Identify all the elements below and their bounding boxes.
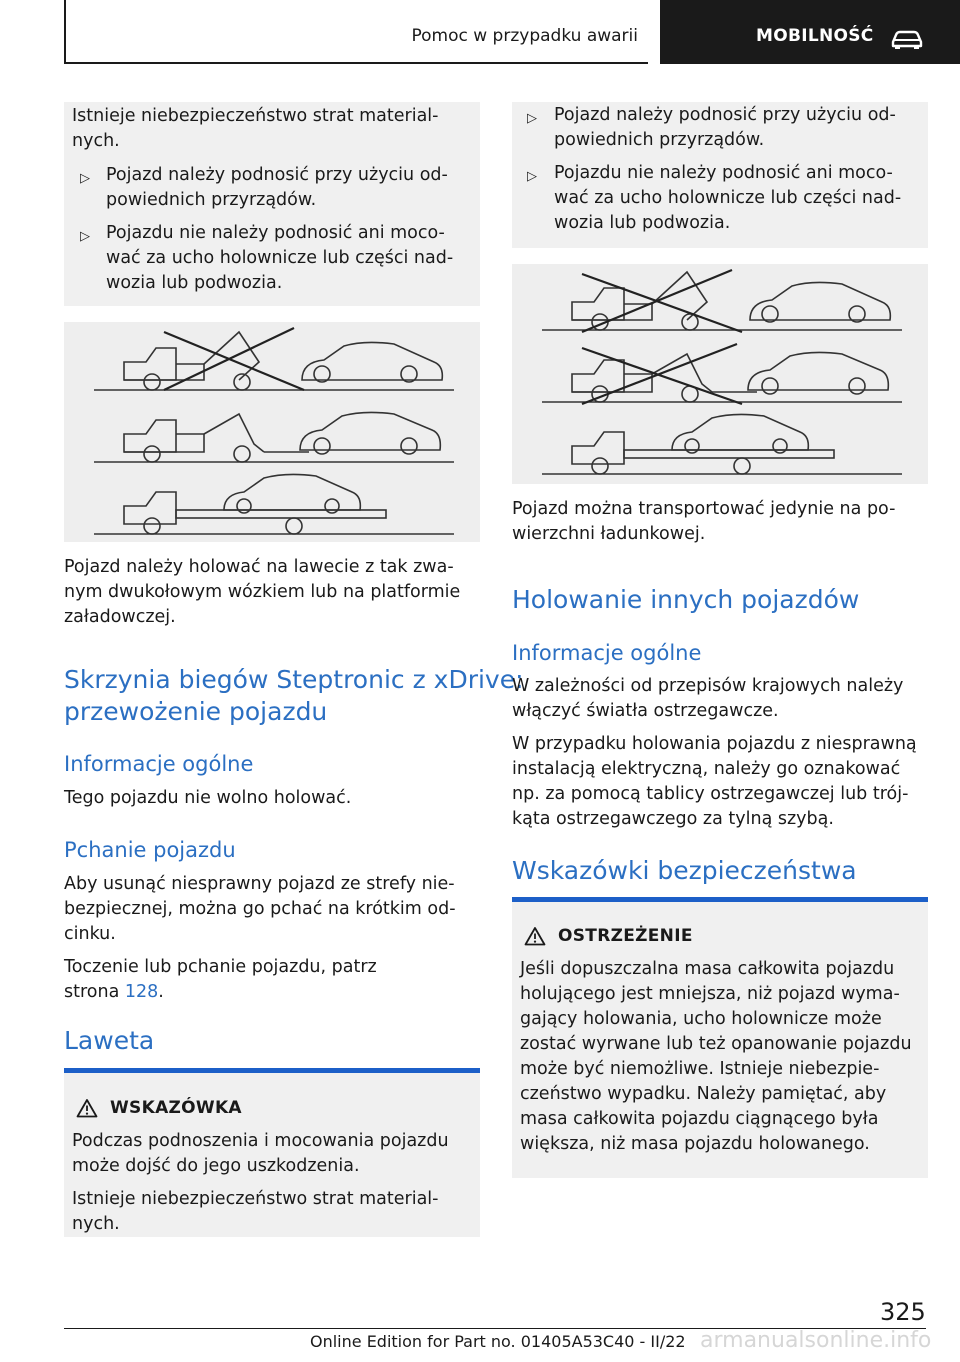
- warning-text: czeństwo wypadku. Należy pamiętać, aby: [520, 1084, 887, 1104]
- bullet-icon: ▷: [527, 169, 537, 184]
- body-text: instalacją elektryczną, należy go oznakować: [512, 759, 901, 779]
- header-rule: [64, 62, 648, 64]
- section-heading: przewożenie pojazdu: [64, 697, 328, 726]
- section-heading: Skrzynia biegów Steptronic z xDrive:: [64, 665, 524, 694]
- caption-text: załadowczej.: [64, 607, 176, 627]
- page-number: 325: [880, 1298, 926, 1326]
- bullet-text: wać za ucho holownicze lub części nad-: [106, 248, 454, 268]
- body-text: W przypadku holowania pojazdu z niesprawną: [512, 734, 917, 754]
- note-text: Podczas podnoszenia i mocowania pojazdu: [72, 1131, 449, 1151]
- body-text: W zależności od przepisów krajowych należy: [512, 676, 904, 696]
- car-icon: [890, 28, 924, 50]
- body-text: Aby usunąć niesprawny pojazd ze strefy nie-: [64, 874, 455, 894]
- page-reference: [64, 980, 164, 1005]
- header-divider: [64, 0, 66, 64]
- section-heading: Laweta: [64, 1026, 155, 1055]
- subsection-heading: Informacje ogólne: [512, 641, 702, 665]
- bullet-text: powiednich przyrządów.: [106, 190, 317, 210]
- reference-suffix: .: [158, 982, 164, 1002]
- warning-text: masa całkowita pojazdu ciągnącego była: [520, 1109, 879, 1129]
- bullet-text: powiednich przyrządów.: [554, 130, 765, 150]
- bullet-icon: ▷: [80, 229, 90, 244]
- warning-text: może być niemożliwe. Istnieje niebezpie-: [520, 1059, 880, 1079]
- transport-diagram: [512, 264, 928, 484]
- header-section-title: Pomoc w przypadku awarii: [411, 26, 638, 46]
- warning-text: Jeśli dopuszczalna masa całkowita pojazdu: [520, 959, 895, 979]
- warning-title: OSTRZEŻENIE: [558, 926, 693, 946]
- subsection-heading: Pchanie pojazdu: [64, 838, 236, 862]
- warning-text: zostać wyrwane lub też opanowanie pojazdu: [520, 1034, 912, 1054]
- body-text: Tego pojazdu nie wolno holować.: [64, 788, 352, 808]
- note-text: może dojść do jego uszkodzenia.: [72, 1156, 360, 1176]
- edition-text: Online Edition for Part no. 01405A53C40 - II/22: [310, 1332, 686, 1351]
- bullet-text: Pojazdu nie należy podnosić ani moco-: [106, 223, 445, 243]
- body-text: np. za pomocą tablicy ostrzegawczej lub trój-: [512, 784, 909, 804]
- bullet-text: wozia lub podwozia.: [106, 273, 283, 293]
- transport-methods-illustration: [512, 264, 928, 484]
- caption-text: wierzchni ładunkowej.: [512, 524, 706, 544]
- box-text: Istnieje niebezpieczeństwo strat material-: [72, 106, 439, 126]
- page-link[interactable]: 128: [124, 982, 159, 1002]
- caption-text: Pojazd można transportować jedynie na po-: [512, 499, 896, 519]
- warning-text: holującego jest mniejsza, niż pojazd wyma-: [520, 984, 900, 1004]
- box-text: nych.: [72, 131, 120, 151]
- bullet-text: Pojazd należy podnosić przy użyciu od-: [106, 165, 448, 185]
- warning-text: większa, niż masa pojazdu holowanego.: [520, 1134, 870, 1154]
- bullet-icon: ▷: [527, 111, 537, 126]
- header-chapter-label: MOBILNOŚĆ: [756, 26, 874, 46]
- watermark: armanualsonline.info: [700, 1328, 932, 1353]
- section-heading: Wskazówki bezpieczeństwa: [512, 856, 857, 885]
- body-text: Toczenie lub pchanie pojazdu, patrz: [64, 957, 377, 977]
- note-text: nych.: [72, 1214, 120, 1234]
- body-text: cinku.: [64, 924, 116, 944]
- bullet-text: wać za ucho holownicze lub części nad-: [554, 188, 902, 208]
- body-text: kąta ostrzegawczego za tylną szybą.: [512, 809, 834, 829]
- warning-text: gający holowania, ucho holownicze może: [520, 1009, 882, 1029]
- note-title: WSKAZÓWKA: [110, 1098, 242, 1118]
- warning-triangle-icon: [524, 926, 546, 946]
- towing-diagram: [64, 322, 480, 542]
- subsection-heading: Informacje ogólne: [64, 752, 254, 776]
- bullet-text: Pojazd należy podnosić przy użyciu od-: [554, 105, 896, 125]
- caption-text: Pojazd należy holować na lawecie z tak zwa-: [64, 557, 454, 577]
- body-text: włączyć światła ostrzegawcze.: [512, 701, 779, 721]
- bullet-text: wozia lub podwozia.: [554, 213, 731, 233]
- bullet-icon: ▷: [80, 171, 90, 186]
- reference-prefix: strona: [64, 982, 125, 1002]
- caption-text: nym dwukołowym wózkiem lub na platformie: [64, 582, 461, 602]
- note-text: Istnieje niebezpieczeństwo strat material-: [72, 1189, 439, 1209]
- section-heading: Holowanie innych pojazdów: [512, 585, 860, 614]
- towing-methods-illustration: [64, 322, 480, 542]
- body-text: bezpiecznej, można go pchać na krótkim od-: [64, 899, 456, 919]
- warning-triangle-icon: [76, 1098, 98, 1118]
- bullet-text: Pojazdu nie należy podnosić ani moco-: [554, 163, 893, 183]
